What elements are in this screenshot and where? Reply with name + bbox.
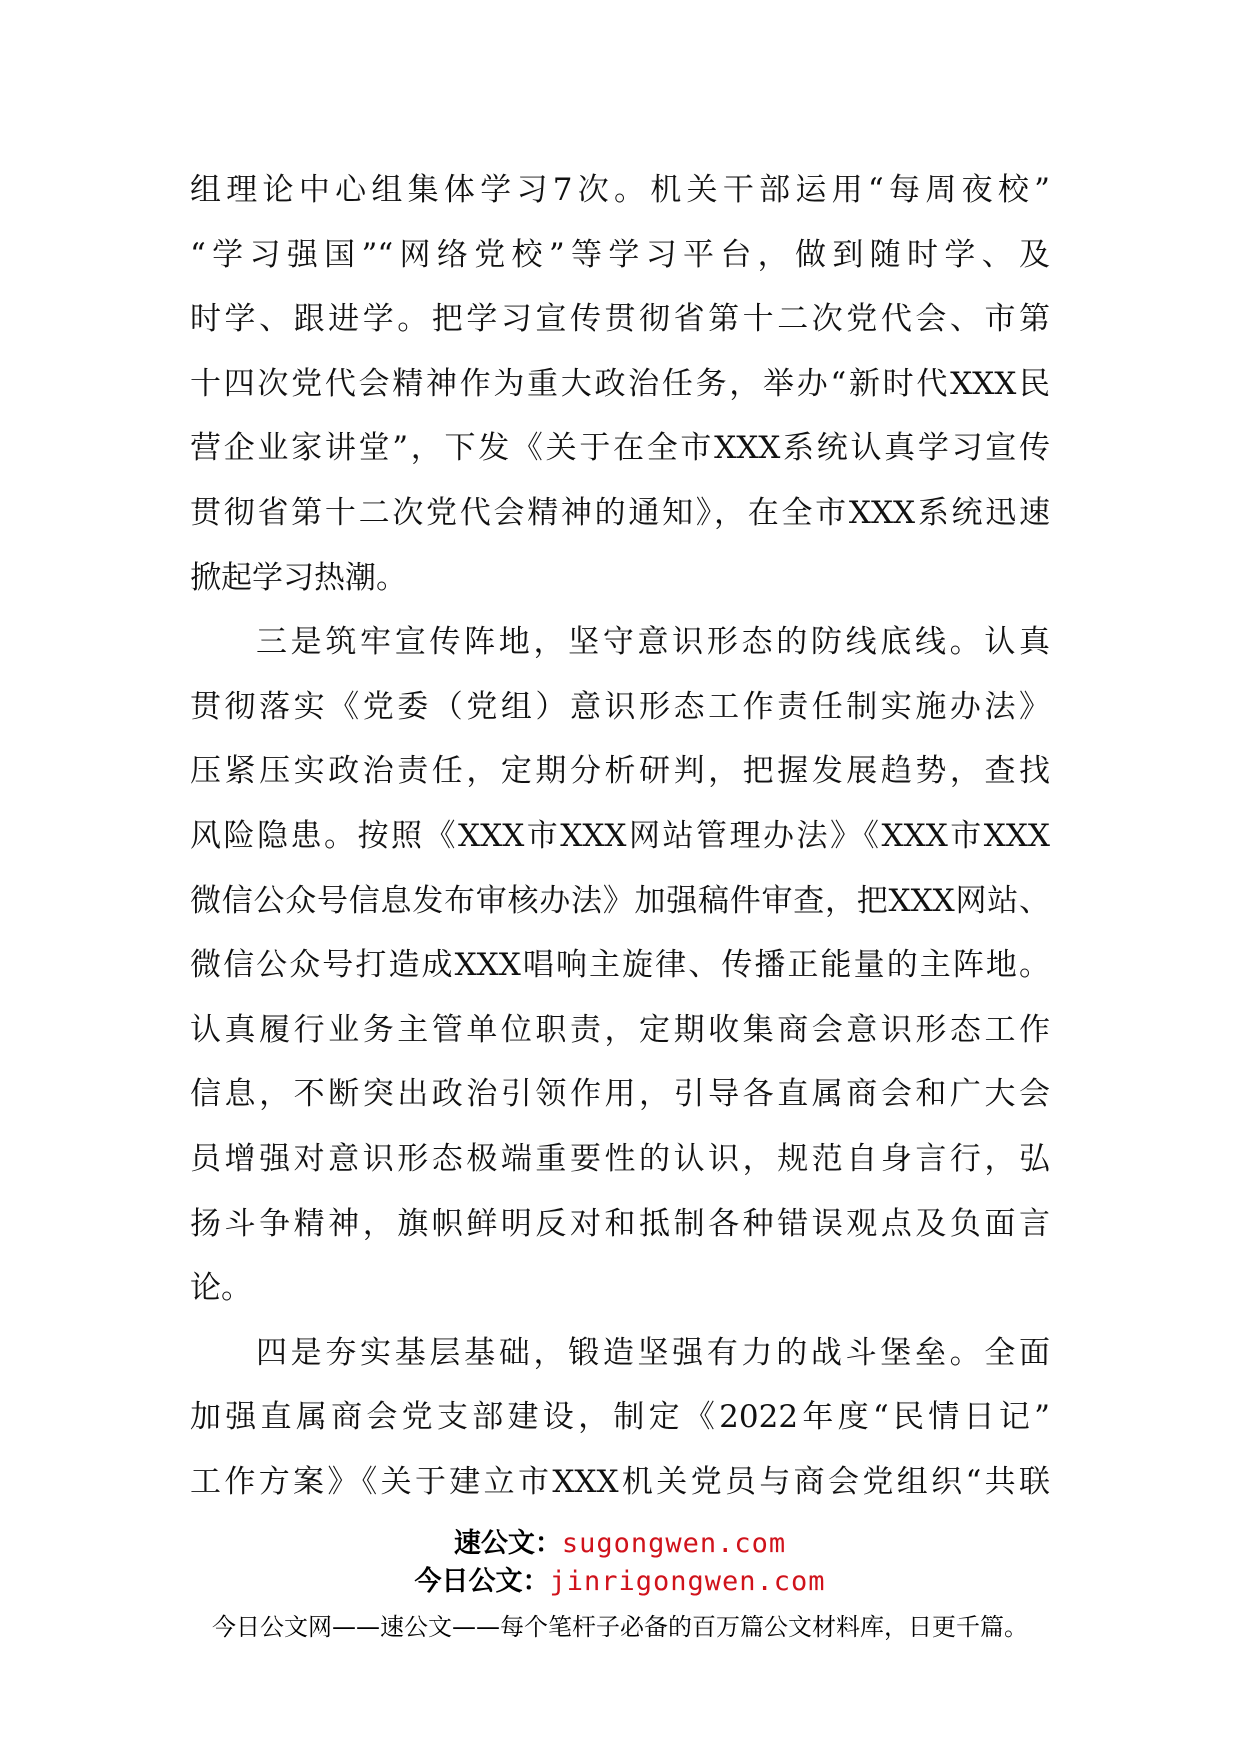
footer-watermark	[0, 1525, 1240, 1647]
text-line: 压紧压实政治责任，定期分析研判，把握发展趋势，查找	[190, 753, 1050, 790]
document-body	[190, 158, 1050, 1514]
text-line: 员增强对意识形态极端重要性的认识，规范自身言行，弘	[190, 1140, 1050, 1177]
footer-site-2	[0, 1563, 1240, 1601]
text-line: 扬斗争精神，旗帜鲜明反对和抵制各种错误观点及负面言	[190, 1205, 1050, 1242]
text-line: 信息，不断突出政治引领作用，引导各直属商会和广大会	[190, 1076, 1050, 1113]
text-line: 贯彻落实《党委（党组）意识形态工作责任制实施办法》	[190, 688, 1050, 725]
text-line: 风险隐患。按照《XXX市XXX网站管理办法》《XXX市XXX	[190, 817, 1050, 854]
text-line: 论。	[190, 1270, 252, 1307]
text-line: 贯彻省第十二次党代会精神的通知》，在全市XXX系统迅速	[190, 494, 1050, 531]
footer-site-1	[0, 1525, 1240, 1563]
paragraph-start-line: 四是夯实基层基础，锻造坚强有力的战斗堡垒。全面	[256, 1334, 1050, 1371]
text-line: 十四次党代会精神作为重大政治任务，举办“新时代XXX民	[190, 365, 1050, 402]
footer-site-1-url[interactable]: sugongwen.com	[561, 1528, 787, 1559]
text-line: 微信公众号信息发布审核办法》加强稿件审查，把XXX网站、	[190, 882, 1050, 919]
text-line: 掀起学习热潮。	[190, 559, 407, 596]
text-line: 组理论中心组集体学习7次。机关干部运用“每周夜校”	[190, 172, 1050, 208]
text-line: 加强直属商会党支部建设，制定《2022年度“民情日记”	[190, 1399, 1050, 1436]
footer-site-1-label: 速公文：	[453, 1528, 562, 1559]
paragraph-start-line: 三是筑牢宣传阵地，坚守意识形态的防线底线。认真	[256, 624, 1050, 661]
text-line: “学习强国”“网络党校”等学习平台，做到随时学、及	[190, 236, 1050, 273]
footer-tagline: 今日公文网——速公文——每个笔杆子必备的百万篇公文材料库，日更千篇。	[212, 1613, 1028, 1641]
text-line: 时学、跟进学。把学习宣传贯彻省第十二次党代会、市第	[190, 301, 1050, 338]
text-line: 营企业家讲堂”，下发《关于在全市XXX系统认真学习宣传	[190, 430, 1050, 467]
footer-site-2-url[interactable]: jinrigongwen.com	[549, 1566, 826, 1597]
text-line: 微信公众号打造成XXX唱响主旋律、传播正能量的主阵地。	[190, 947, 1050, 984]
footer-site-2-label: 今日公文：	[414, 1566, 550, 1597]
text-line: 认真履行业务主管单位职责，定期收集商会意识形态工作	[190, 1011, 1050, 1048]
text-line: 工作方案》《关于建立市XXX机关党员与商会党组织“共联	[190, 1463, 1050, 1500]
